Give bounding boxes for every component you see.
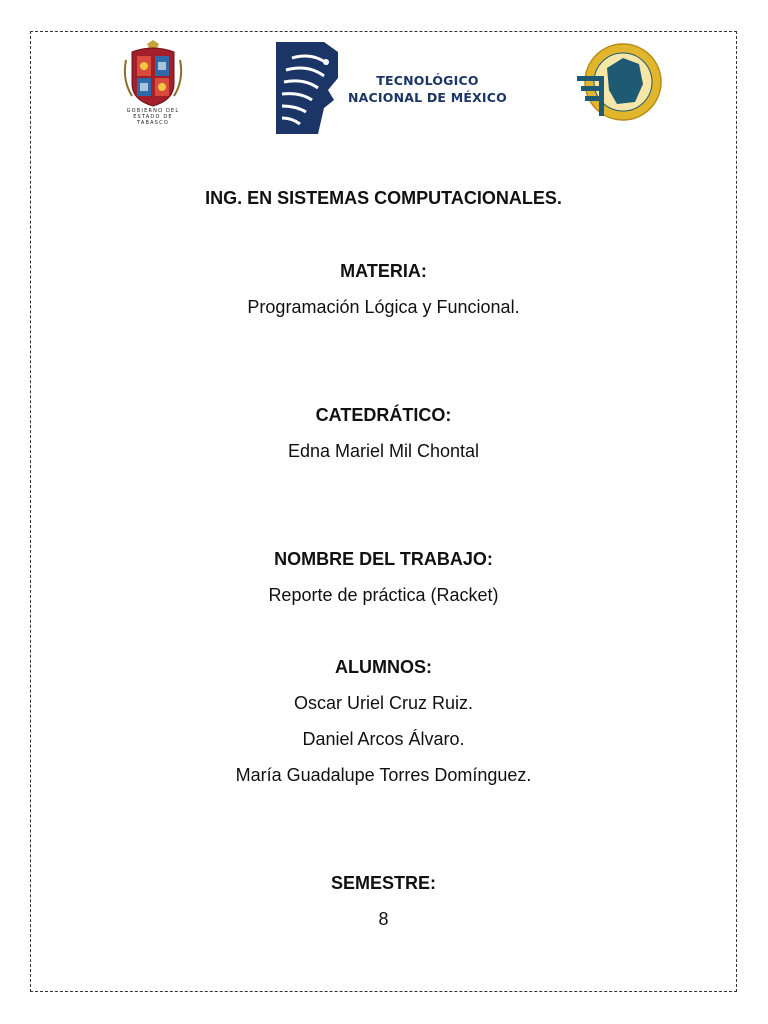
work-label: NOMBRE DEL TRABAJO: [274,549,493,569]
page-border [30,31,737,992]
institute-seal-icon [573,40,665,128]
student-name: Oscar Uriel Cruz Ruiz. [293,693,474,713]
career-title: ING. EN SISTEMAS COMPUTACIONALES. [205,188,562,208]
tecnm-line-1: TECNOLÓGICO [376,73,479,88]
subject-value: Programación Lógica y Funcional. [247,297,520,317]
students-label: ALUMNOS: [335,657,432,677]
student-name: Daniel Arcos Álvaro. [302,729,465,749]
teacher-label: CATEDRÁTICO: [315,405,452,425]
teacher-value: Edna Mariel Mil Chontal [287,441,480,461]
tecnm-eagle-icon [272,38,344,138]
tabasco-shield-icon [118,40,188,110]
institute-seal-logo [573,40,665,128]
tabasco-logo-caption: GOBIERNO DEL ESTADO DE TABASCO [126,108,180,126]
subject-label: MATERIA: [340,261,427,281]
student-name: María Guadalupe Torres Domínguez. [235,765,532,785]
tecnm-logo [272,38,507,138]
work-value: Reporte de práctica (Racket) [268,585,499,605]
tecnm-line-2: NACIONAL DE MÉXICO [348,90,507,105]
semester-value: 8 [378,909,389,929]
tabasco-coat-of-arms-logo [118,40,188,135]
semester-label: SEMESTRE: [330,873,436,893]
tecnm-logo-text [348,72,507,106]
